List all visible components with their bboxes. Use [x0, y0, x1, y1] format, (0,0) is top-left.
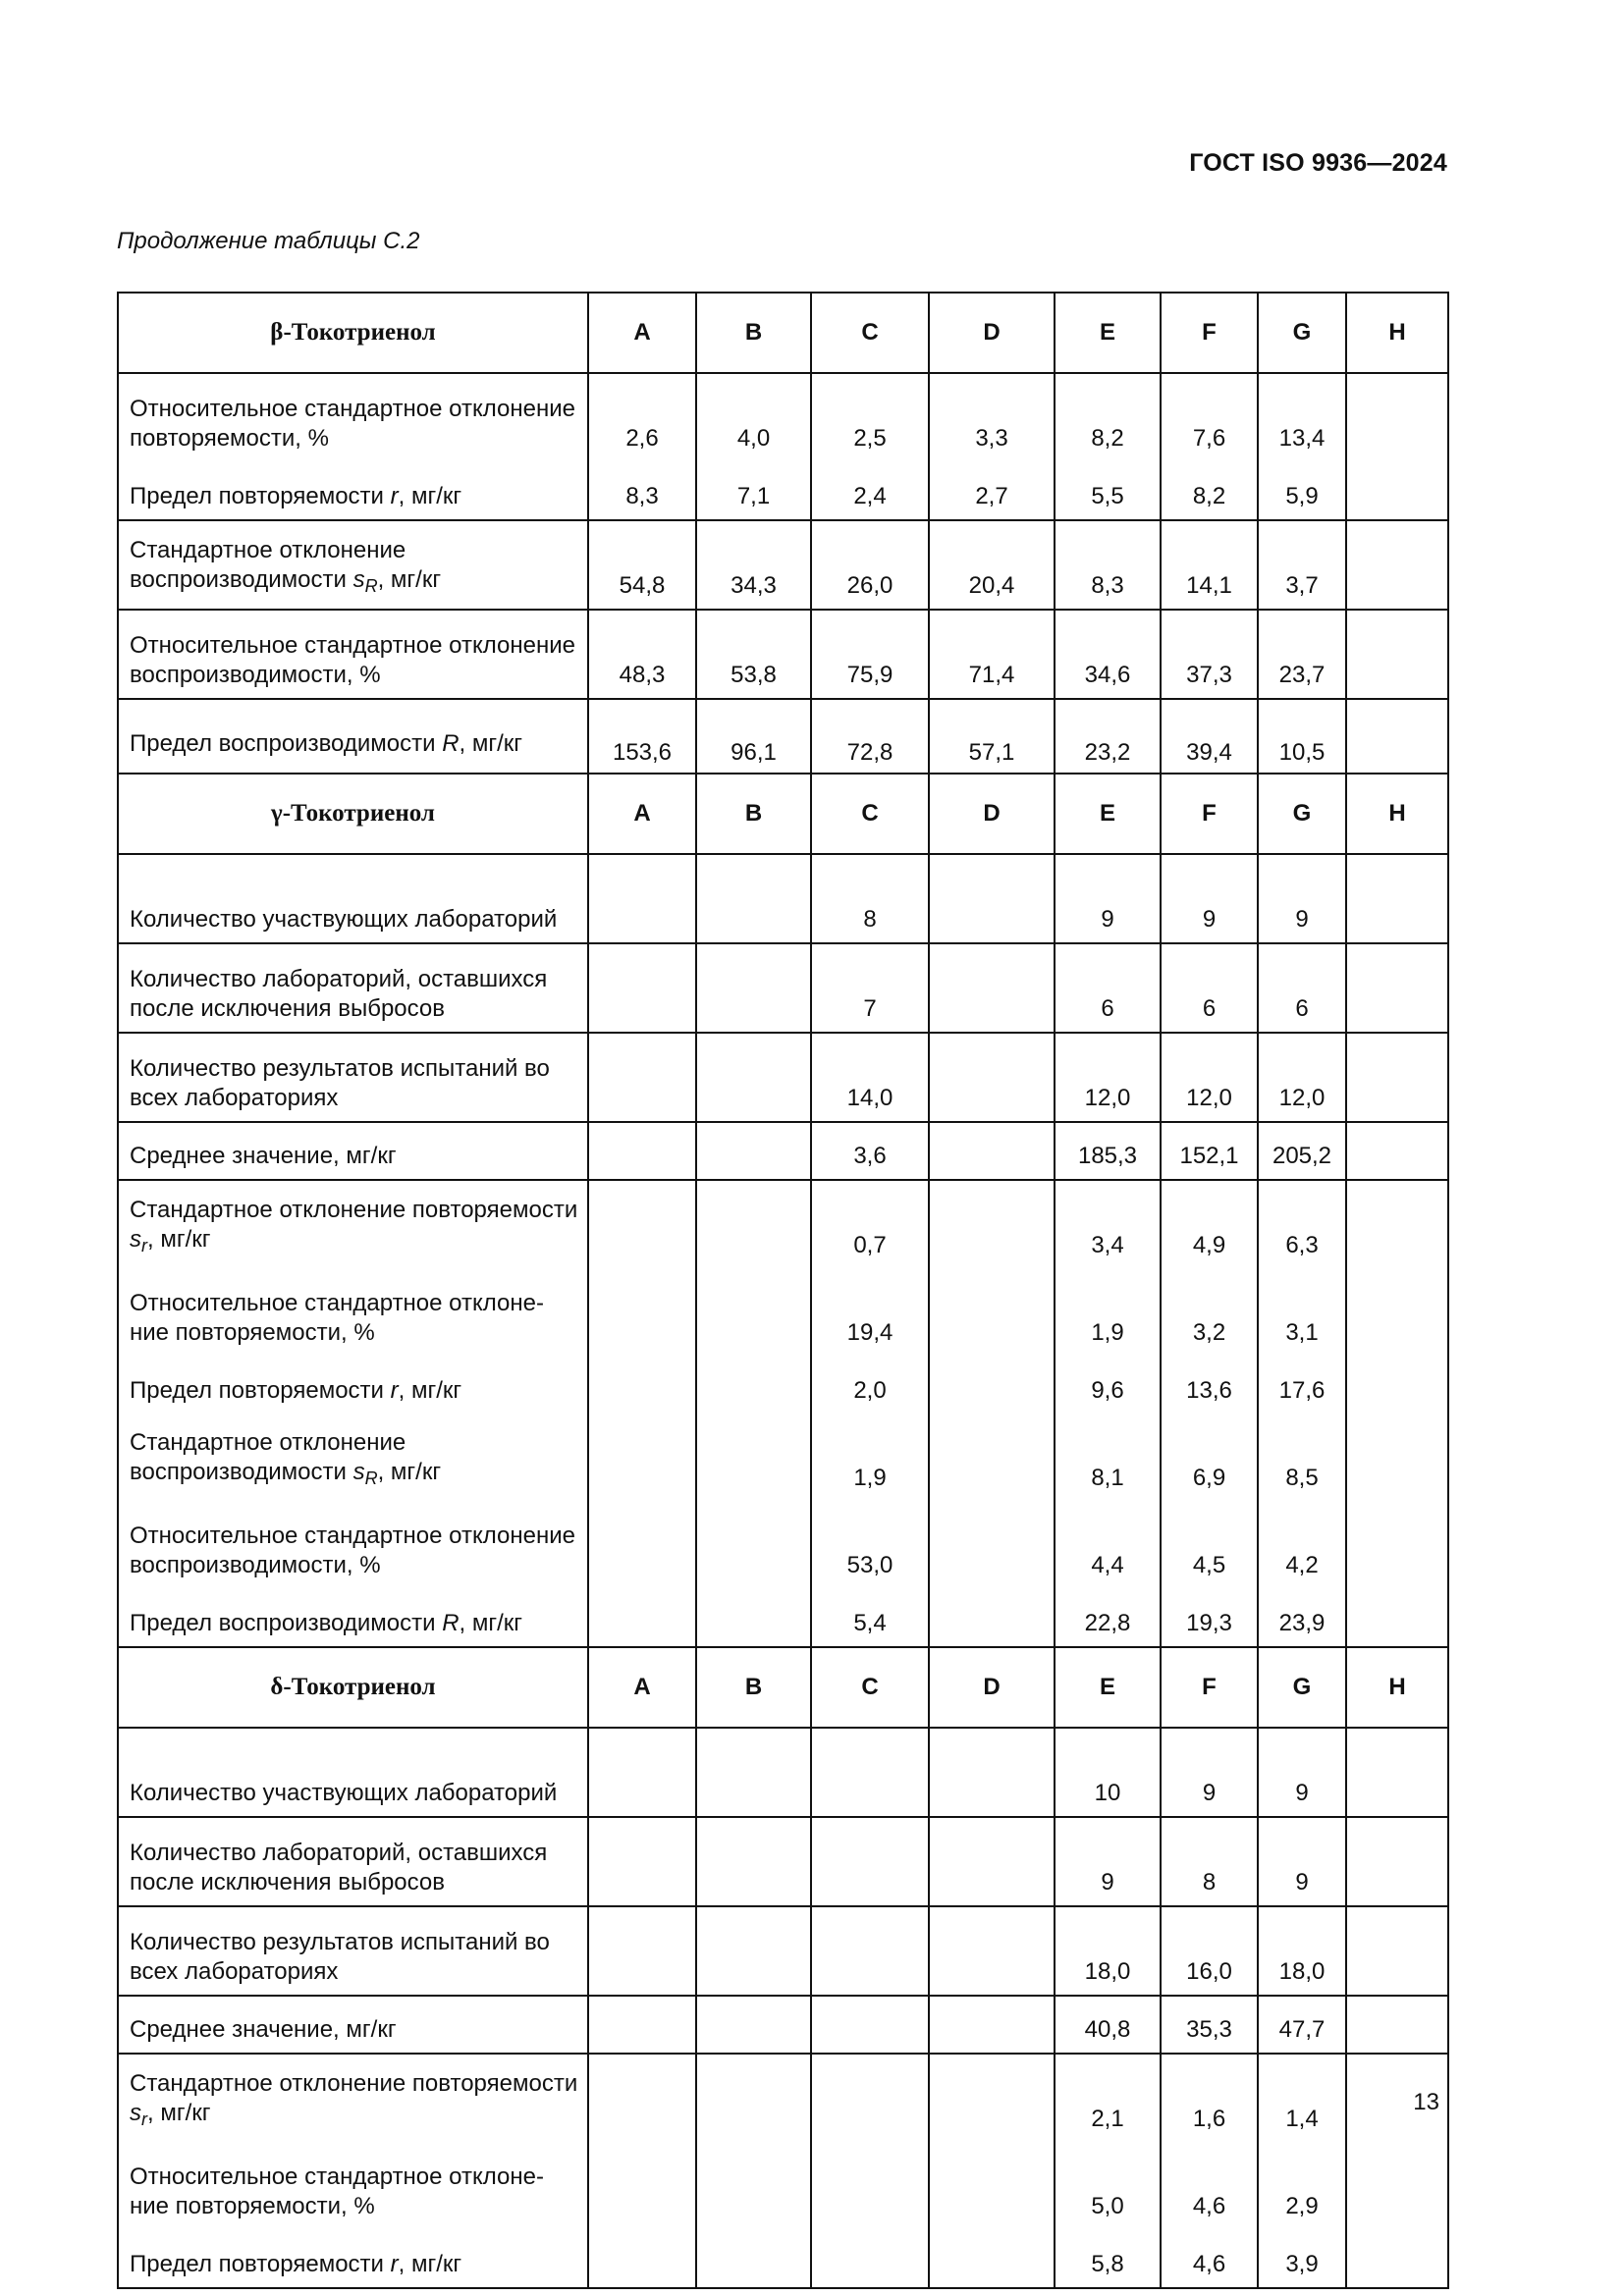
row-label: Количество результатов испытаний во всех лабораториях [118, 1033, 588, 1122]
table-row [118, 699, 1448, 774]
table-cell: 2,5 [811, 373, 929, 461]
table-row [118, 1180, 1448, 1268]
table-cell: 37,3 [1161, 610, 1258, 699]
section-title: β-Токотриенол [118, 293, 588, 373]
table-cell [811, 2229, 929, 2288]
table-cell: 8,2 [1055, 373, 1161, 461]
table-cell [696, 1906, 811, 1996]
label-subscript: r [141, 2109, 147, 2129]
table-cell: 4,0 [696, 373, 811, 461]
label-subscript: R [364, 576, 378, 596]
table-row [118, 1501, 1448, 1588]
table-cell: 2,9 [1258, 2142, 1346, 2229]
table-cell [811, 2054, 929, 2142]
table-cell: 2,7 [929, 461, 1055, 520]
table-cell [1346, 520, 1448, 610]
label-unit: , мг/кг [459, 1610, 523, 1636]
table-cell [1346, 1414, 1448, 1501]
table-cell: 5,8 [1055, 2229, 1161, 2288]
table-cell [929, 1501, 1055, 1588]
table-cell: 6 [1055, 943, 1161, 1033]
table-cell [588, 1728, 696, 1817]
label-text: Предел повторяемости [130, 1377, 391, 1404]
table-cell [811, 2142, 929, 2229]
table-cell [588, 1180, 696, 1268]
table-cell [588, 1033, 696, 1122]
table-cell [1346, 2229, 1448, 2288]
section-header-row [118, 774, 1448, 854]
table-cell [696, 1996, 811, 2054]
column-header: H [1346, 293, 1448, 373]
table-cell: 5,4 [811, 1588, 929, 1647]
table-cell [1346, 373, 1448, 461]
table-caption: Продолжение таблицы С.2 [117, 228, 420, 254]
table-cell: 14,1 [1161, 520, 1258, 610]
label-symbol: s [352, 1459, 365, 1485]
table-cell [1346, 943, 1448, 1033]
table-cell: 13,4 [1258, 373, 1346, 461]
table-cell: 9,6 [1055, 1356, 1161, 1414]
table-cell [1346, 1817, 1448, 1906]
column-header: D [929, 1647, 1055, 1728]
table-cell [929, 1122, 1055, 1180]
label-symbol: r [390, 483, 399, 509]
table-cell: 4,2 [1258, 1501, 1346, 1588]
label-text: Предел воспроизводимости [130, 730, 443, 757]
table-cell [811, 1817, 929, 1906]
table-cell: 9 [1055, 854, 1161, 943]
row-label: Относительное стандартное отклоне-ние повторяемости, % [118, 1268, 588, 1356]
table-cell [588, 1268, 696, 1356]
label-unit: , мг/кг [459, 730, 523, 757]
table-cell: 4,6 [1161, 2229, 1258, 2288]
table-cell: 72,8 [811, 699, 929, 774]
table-cell [1346, 1122, 1448, 1180]
table-cell [811, 1906, 929, 1996]
label-symbol: r [390, 2251, 399, 2277]
table-cell: 3,3 [929, 373, 1055, 461]
table-cell: 153,6 [588, 699, 696, 774]
column-header: E [1055, 774, 1161, 854]
label-text: Стандартное отклонение воспроизводимости [130, 537, 406, 593]
table-cell: 4,5 [1161, 1501, 1258, 1588]
table-row [118, 2054, 1448, 2142]
table-cell: 53,0 [811, 1501, 929, 1588]
table-cell [1346, 1356, 1448, 1414]
table-cell [1346, 1501, 1448, 1588]
table-cell: 3,9 [1258, 2229, 1346, 2288]
table-cell [696, 854, 811, 943]
table-cell: 18,0 [1055, 1906, 1161, 1996]
table-cell: 1,6 [1161, 2054, 1258, 2142]
page-number: 13 [1413, 2089, 1439, 2115]
table-cell [929, 1180, 1055, 1268]
column-header: B [696, 774, 811, 854]
table-cell: 34,3 [696, 520, 811, 610]
table-cell: 2,0 [811, 1356, 929, 1414]
table-cell: 7,1 [696, 461, 811, 520]
row-label: Количество участвующих лабораторий [118, 854, 588, 943]
label-unit: , мг/кг [147, 2100, 211, 2126]
row-label: Количество лабораторий, оставшихся после исключения выбросов [118, 943, 588, 1033]
table-cell: 12,0 [1258, 1033, 1346, 1122]
row-label [118, 699, 588, 774]
table-cell: 9 [1055, 1817, 1161, 1906]
row-label [118, 1588, 588, 1647]
column-header: G [1258, 1647, 1346, 1728]
table-cell [929, 1906, 1055, 1996]
table-cell [696, 1728, 811, 1817]
table-cell [1346, 1906, 1448, 1996]
table-cell: 1,4 [1258, 2054, 1346, 2142]
table-cell: 71,4 [929, 610, 1055, 699]
table-cell: 26,0 [811, 520, 929, 610]
table-cell [588, 1817, 696, 1906]
table-cell: 9 [1258, 854, 1346, 943]
table-cell: 54,8 [588, 520, 696, 610]
table-cell: 3,4 [1055, 1180, 1161, 1268]
table-row [118, 1356, 1448, 1414]
table-cell: 53,8 [696, 610, 811, 699]
label-subscript: r [141, 1236, 147, 1255]
table-cell: 10,5 [1258, 699, 1346, 774]
table-cell: 2,6 [588, 373, 696, 461]
table-cell [929, 1033, 1055, 1122]
table-cell [1346, 1588, 1448, 1647]
table-cell [696, 2229, 811, 2288]
table-row [118, 1728, 1448, 1817]
table-cell: 96,1 [696, 699, 811, 774]
table-cell [929, 1728, 1055, 1817]
table-cell: 18,0 [1258, 1906, 1346, 1996]
table-cell [696, 1588, 811, 1647]
table-cell [929, 2142, 1055, 2229]
table-cell: 23,2 [1055, 699, 1161, 774]
label-unit: , мг/кг [398, 1377, 462, 1404]
table-cell [588, 1122, 696, 1180]
label-text: Предел повторяемости [130, 483, 391, 509]
table-cell: 47,7 [1258, 1996, 1346, 2054]
table-row [118, 1996, 1448, 2054]
document-code: ГОСТ ISO 9936—2024 [1189, 149, 1447, 177]
row-label [118, 1180, 588, 1268]
row-label [118, 1414, 588, 1501]
table-cell: 9 [1161, 854, 1258, 943]
column-header: A [588, 1647, 696, 1728]
table-row [118, 1588, 1448, 1647]
table-cell: 39,4 [1161, 699, 1258, 774]
table-cell [1346, 1728, 1448, 1817]
table-cell [696, 2054, 811, 2142]
section-title: γ-Токотриенол [118, 774, 588, 854]
column-header: G [1258, 293, 1346, 373]
table-cell: 23,9 [1258, 1588, 1346, 1647]
row-label: Среднее значение, мг/кг [118, 1122, 588, 1180]
precision-data-table [117, 292, 1449, 2289]
row-label: Относительное стандартное отклоне-ние повторяемости, % [118, 2142, 588, 2229]
table-cell [588, 1906, 696, 1996]
table-cell: 6 [1161, 943, 1258, 1033]
table-cell: 5,0 [1055, 2142, 1161, 2229]
table-cell [696, 1033, 811, 1122]
table-cell [696, 943, 811, 1033]
column-header: E [1055, 293, 1161, 373]
table-cell: 9 [1161, 1728, 1258, 1817]
table-cell: 13,6 [1161, 1356, 1258, 1414]
label-symbol: s [130, 1226, 141, 1253]
label-unit: , мг/кг [377, 1459, 442, 1485]
table-cell [929, 2054, 1055, 2142]
row-label [118, 2054, 588, 2142]
table-cell: 48,3 [588, 610, 696, 699]
column-header: B [696, 293, 811, 373]
column-header: H [1346, 1647, 1448, 1728]
table-cell [929, 1356, 1055, 1414]
table-cell: 6,9 [1161, 1414, 1258, 1501]
row-label [118, 2229, 588, 2288]
column-header: D [929, 293, 1055, 373]
column-header: D [929, 774, 1055, 854]
row-label: Количество лабораторий, оставшихся после исключения выбросов [118, 1817, 588, 1906]
table-cell [929, 1817, 1055, 1906]
table-row [118, 1817, 1448, 1906]
table-cell: 205,2 [1258, 1122, 1346, 1180]
table-cell [588, 2142, 696, 2229]
table-cell [1346, 1996, 1448, 2054]
table-cell [588, 2054, 696, 2142]
section-title: δ-Токотриенол [118, 1647, 588, 1728]
table-cell [696, 1817, 811, 1906]
label-unit: , мг/кг [377, 566, 442, 593]
table-cell [588, 1588, 696, 1647]
table-cell: 9 [1258, 1728, 1346, 1817]
table-cell: 1,9 [811, 1414, 929, 1501]
table-cell: 8 [1161, 1817, 1258, 1906]
label-symbol: r [390, 1377, 399, 1404]
row-label [118, 520, 588, 610]
column-header: A [588, 774, 696, 854]
table-cell [588, 1414, 696, 1501]
table-row [118, 1033, 1448, 1122]
table-cell [929, 854, 1055, 943]
table-cell: 3,7 [1258, 520, 1346, 610]
table-cell [588, 943, 696, 1033]
table-cell [696, 1356, 811, 1414]
table-cell: 10 [1055, 1728, 1161, 1817]
table-cell: 3,1 [1258, 1268, 1346, 1356]
table-cell [588, 2229, 696, 2288]
table-cell: 7 [811, 943, 929, 1033]
column-header: F [1161, 1647, 1258, 1728]
section-header-row [118, 293, 1448, 373]
table-cell: 8,5 [1258, 1414, 1346, 1501]
column-header: C [811, 1647, 929, 1728]
table-cell: 8,3 [1055, 520, 1161, 610]
table-cell: 8,2 [1161, 461, 1258, 520]
table-cell [696, 1180, 811, 1268]
table-cell: 6,3 [1258, 1180, 1346, 1268]
table-cell: 9 [1258, 1817, 1346, 1906]
table-cell: 19,4 [811, 1268, 929, 1356]
table-cell [588, 1996, 696, 2054]
table-cell: 152,1 [1161, 1122, 1258, 1180]
table-cell [811, 1728, 929, 1817]
table-cell [929, 1996, 1055, 2054]
label-text: Стандартное отклонение повторяемости [130, 1197, 578, 1223]
table-cell [811, 1996, 929, 2054]
table-cell [1346, 1033, 1448, 1122]
table-cell: 20,4 [929, 520, 1055, 610]
table-row [118, 2142, 1448, 2229]
table-cell [1346, 461, 1448, 520]
label-symbol: s [352, 566, 365, 593]
table-row [118, 610, 1448, 699]
table-cell: 3,6 [811, 1122, 929, 1180]
label-text: Стандартное отклонение повторяемости [130, 2070, 578, 2097]
table-cell: 3,2 [1161, 1268, 1258, 1356]
row-label [118, 461, 588, 520]
table-cell [929, 1268, 1055, 1356]
row-label: Среднее значение, мг/кг [118, 1996, 588, 2054]
table-cell [1346, 854, 1448, 943]
table-cell: 4,4 [1055, 1501, 1161, 1588]
label-subscript: R [364, 1468, 378, 1488]
column-header: G [1258, 774, 1346, 854]
label-text: Предел воспроизводимости [130, 1610, 443, 1636]
table-cell: 4,9 [1161, 1180, 1258, 1268]
table-row [118, 1414, 1448, 1501]
label-symbol: R [442, 1610, 460, 1636]
table-row [118, 1122, 1448, 1180]
table-cell: 12,0 [1055, 1033, 1161, 1122]
table-cell: 12,0 [1161, 1033, 1258, 1122]
label-text: Предел повторяемости [130, 2251, 391, 2277]
table-cell: 8,1 [1055, 1414, 1161, 1501]
table-cell: 23,7 [1258, 610, 1346, 699]
column-header: B [696, 1647, 811, 1728]
table-row [118, 2229, 1448, 2288]
table-cell [588, 854, 696, 943]
table-cell [929, 1588, 1055, 1647]
table-cell: 5,5 [1055, 461, 1161, 520]
table-cell: 4,6 [1161, 2142, 1258, 2229]
column-header: F [1161, 774, 1258, 854]
table-row [118, 1906, 1448, 1996]
row-label: Количество участвующих лабораторий [118, 1728, 588, 1817]
row-label: Относительное стандартное отклонение повторяемости, % [118, 373, 588, 461]
table-cell: 8 [811, 854, 929, 943]
row-label: Количество результатов испытаний во всех лабораториях [118, 1906, 588, 1996]
table-row [118, 520, 1448, 610]
label-unit: , мг/кг [398, 2251, 462, 2277]
table-cell: 5,9 [1258, 461, 1346, 520]
table-cell: 22,8 [1055, 1588, 1161, 1647]
table-cell: 8,3 [588, 461, 696, 520]
label-unit: , мг/кг [147, 1226, 211, 1253]
table-cell [588, 1356, 696, 1414]
table-cell [1346, 1180, 1448, 1268]
table-cell [1346, 610, 1448, 699]
table-cell [1346, 699, 1448, 774]
row-label: Относительное стандартное отклонение воспроизводимости, % [118, 610, 588, 699]
table-cell [588, 1501, 696, 1588]
label-symbol: s [130, 2100, 141, 2126]
row-label: Относительное стандартное отклонение воспроизводимости, % [118, 1501, 588, 1588]
table-cell: 57,1 [929, 699, 1055, 774]
table-cell: 14,0 [811, 1033, 929, 1122]
table-row [118, 943, 1448, 1033]
table-cell [696, 1268, 811, 1356]
table-cell [696, 1122, 811, 1180]
row-label [118, 1356, 588, 1414]
table-row [118, 1268, 1448, 1356]
table-cell: 2,4 [811, 461, 929, 520]
table-cell: 40,8 [1055, 1996, 1161, 2054]
label-unit: , мг/кг [398, 483, 462, 509]
column-header: E [1055, 1647, 1161, 1728]
table-cell: 35,3 [1161, 1996, 1258, 2054]
table-cell [929, 943, 1055, 1033]
table-cell [1346, 1268, 1448, 1356]
section-header-row [118, 1647, 1448, 1728]
table-cell: 16,0 [1161, 1906, 1258, 1996]
table-cell: 34,6 [1055, 610, 1161, 699]
table-cell [696, 2142, 811, 2229]
table-cell: 7,6 [1161, 373, 1258, 461]
table-cell: 2,1 [1055, 2054, 1161, 2142]
table-cell: 6 [1258, 943, 1346, 1033]
table-cell [1346, 2142, 1448, 2229]
table-cell [929, 1414, 1055, 1501]
column-header: C [811, 293, 929, 373]
table-row [118, 373, 1448, 461]
label-symbol: R [442, 730, 460, 757]
table-cell: 75,9 [811, 610, 929, 699]
table-cell: 0,7 [811, 1180, 929, 1268]
table-cell [696, 1501, 811, 1588]
table-cell [696, 1414, 811, 1501]
table-cell [929, 2229, 1055, 2288]
label-text: Стандартное отклонение воспроизводимости [130, 1429, 406, 1485]
column-header: H [1346, 774, 1448, 854]
table-cell: 1,9 [1055, 1268, 1161, 1356]
column-header: F [1161, 293, 1258, 373]
table-row [118, 854, 1448, 943]
table-cell: 185,3 [1055, 1122, 1161, 1180]
column-header: A [588, 293, 696, 373]
column-header: C [811, 774, 929, 854]
table-row [118, 461, 1448, 520]
table-cell: 19,3 [1161, 1588, 1258, 1647]
table-cell: 17,6 [1258, 1356, 1346, 1414]
